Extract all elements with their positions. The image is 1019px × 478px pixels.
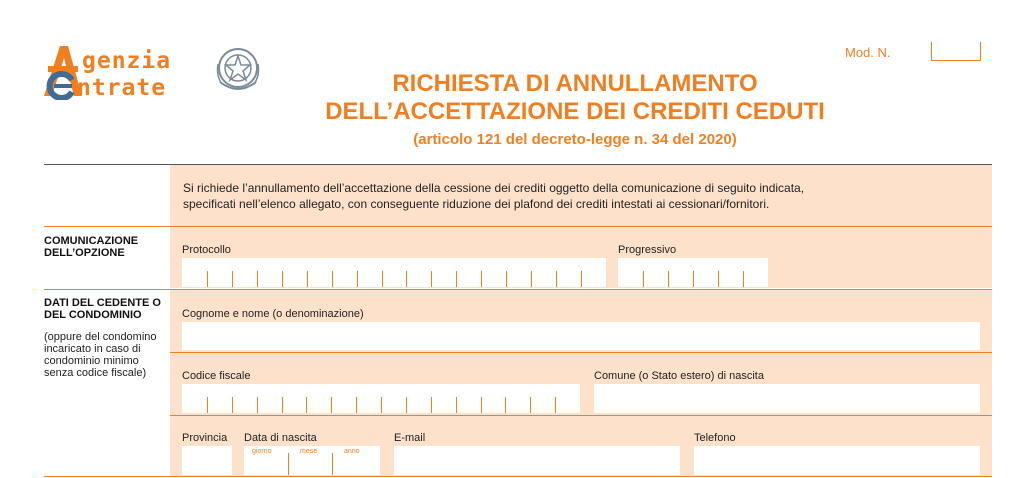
section-cedente-note bbox=[44, 331, 169, 379]
char-box-divider bbox=[456, 271, 457, 287]
char-box-divider bbox=[356, 397, 357, 413]
char-box-divider bbox=[530, 397, 531, 413]
char-box-divider bbox=[643, 271, 644, 287]
section-cedente-title bbox=[44, 297, 161, 321]
char-box-divider bbox=[431, 271, 432, 287]
giorno-label: giorno bbox=[252, 448, 272, 455]
bottom-divider bbox=[44, 476, 992, 477]
provincia-field[interactable] bbox=[182, 446, 232, 475]
char-box-divider bbox=[431, 397, 432, 413]
cedente-note-line2: incaricato in caso di bbox=[44, 343, 141, 355]
telefono-label: Telefono bbox=[694, 432, 736, 444]
section-cedente-line1: DATI DEL CEDENTE O bbox=[44, 297, 161, 309]
divider-cf bbox=[170, 415, 992, 416]
char-box-divider bbox=[282, 397, 283, 413]
email-label: E-mail bbox=[394, 432, 426, 444]
page-subtitle: (articolo 121 del decreto-legge n. 34 del 2020) bbox=[413, 131, 737, 148]
section-cedente-line2: DEL CONDOMINIO bbox=[44, 309, 142, 321]
char-box-divider bbox=[307, 271, 308, 287]
progressivo-label: Progressivo bbox=[618, 244, 677, 256]
protocollo-field[interactable] bbox=[182, 258, 606, 287]
codice-fiscale-field[interactable] bbox=[182, 384, 580, 413]
char-box-divider bbox=[257, 397, 258, 413]
logo-text-line2: ntrate bbox=[77, 75, 167, 101]
char-box-divider bbox=[556, 271, 557, 287]
comune-field[interactable] bbox=[594, 384, 980, 413]
email-field[interactable] bbox=[394, 446, 680, 475]
char-box-divider bbox=[382, 271, 383, 287]
char-box-divider bbox=[357, 271, 358, 287]
protocollo-label: Protocollo bbox=[182, 244, 231, 256]
char-box-divider bbox=[743, 271, 744, 287]
section-comunicazione-title bbox=[44, 235, 138, 259]
char-box-divider bbox=[306, 397, 307, 413]
progressivo-field[interactable] bbox=[618, 258, 768, 287]
progressivo-char-boxes bbox=[618, 271, 768, 287]
mod-number-field[interactable] bbox=[931, 42, 981, 61]
data-nascita-label: Data di nascita bbox=[244, 432, 317, 444]
section-comunicazione-line2: DELL’OPZIONE bbox=[44, 247, 125, 259]
comune-label: Comune (o Stato estero) di nascita bbox=[594, 370, 764, 382]
char-box-divider bbox=[505, 397, 506, 413]
char-box-divider bbox=[531, 271, 532, 287]
intro-line1: Si richiede l’annullamento dell’accettazione della cessione dei crediti oggetto della comunicazione di seguito indicata, bbox=[183, 181, 805, 195]
codice-fiscale-label: Codice fiscale bbox=[182, 370, 251, 382]
page-title-line1: RICHIESTA DI ANNULLAMENTO bbox=[392, 70, 758, 97]
char-box-divider bbox=[581, 271, 582, 287]
data-nascita-field[interactable] bbox=[244, 446, 380, 475]
char-box-divider bbox=[718, 271, 719, 287]
char-box-divider bbox=[332, 271, 333, 287]
codice-fiscale-char-boxes bbox=[182, 397, 580, 413]
provincia-label: Provincia bbox=[182, 432, 228, 444]
char-box-divider bbox=[481, 397, 482, 413]
char-box-divider bbox=[406, 271, 407, 287]
char-box-divider bbox=[232, 397, 233, 413]
char-box-divider bbox=[207, 271, 208, 287]
mod-number-label: Mod. N. bbox=[845, 45, 891, 60]
divider-cognome bbox=[170, 352, 992, 353]
intro-line2: specificati nell’elenco allegato, con conseguente riduzione dei plafond dei crediti intestati ai cessionari/fornitori. bbox=[183, 197, 770, 211]
cedente-note-line1: (oppure del condomino bbox=[44, 331, 157, 343]
char-box-divider bbox=[555, 397, 556, 413]
telefono-field[interactable] bbox=[694, 446, 980, 475]
section-comunicazione-line1: COMUNICAZIONE bbox=[44, 235, 139, 247]
cognome-label: Cognome e nome (o denominazione) bbox=[182, 308, 364, 320]
char-box-divider bbox=[257, 271, 258, 287]
intro-text bbox=[183, 180, 804, 212]
char-box-divider bbox=[506, 271, 507, 287]
char-box-divider bbox=[207, 397, 208, 413]
protocollo-char-boxes bbox=[182, 271, 606, 287]
page-title-line2: DELL’ACCETTAZIONE DEI CREDITI CEDUTI bbox=[325, 98, 825, 125]
char-box-divider bbox=[668, 271, 669, 287]
date-divider-2 bbox=[332, 453, 333, 475]
char-box-divider bbox=[331, 397, 332, 413]
anno-label: anno bbox=[344, 448, 360, 455]
char-box-divider bbox=[406, 397, 407, 413]
logo-text-line1: genzia bbox=[82, 48, 172, 74]
char-box-divider bbox=[381, 397, 382, 413]
cedente-note-line3: condominio minimo bbox=[44, 355, 139, 367]
char-box-divider bbox=[693, 271, 694, 287]
cognome-field[interactable] bbox=[182, 322, 980, 350]
date-divider-1 bbox=[288, 453, 289, 475]
char-box-divider bbox=[282, 271, 283, 287]
char-box-divider bbox=[481, 271, 482, 287]
char-box-divider bbox=[232, 271, 233, 287]
mese-label: mese bbox=[300, 448, 318, 455]
char-box-divider bbox=[456, 397, 457, 413]
cedente-note-line4: senza codice fiscale) bbox=[44, 367, 147, 379]
